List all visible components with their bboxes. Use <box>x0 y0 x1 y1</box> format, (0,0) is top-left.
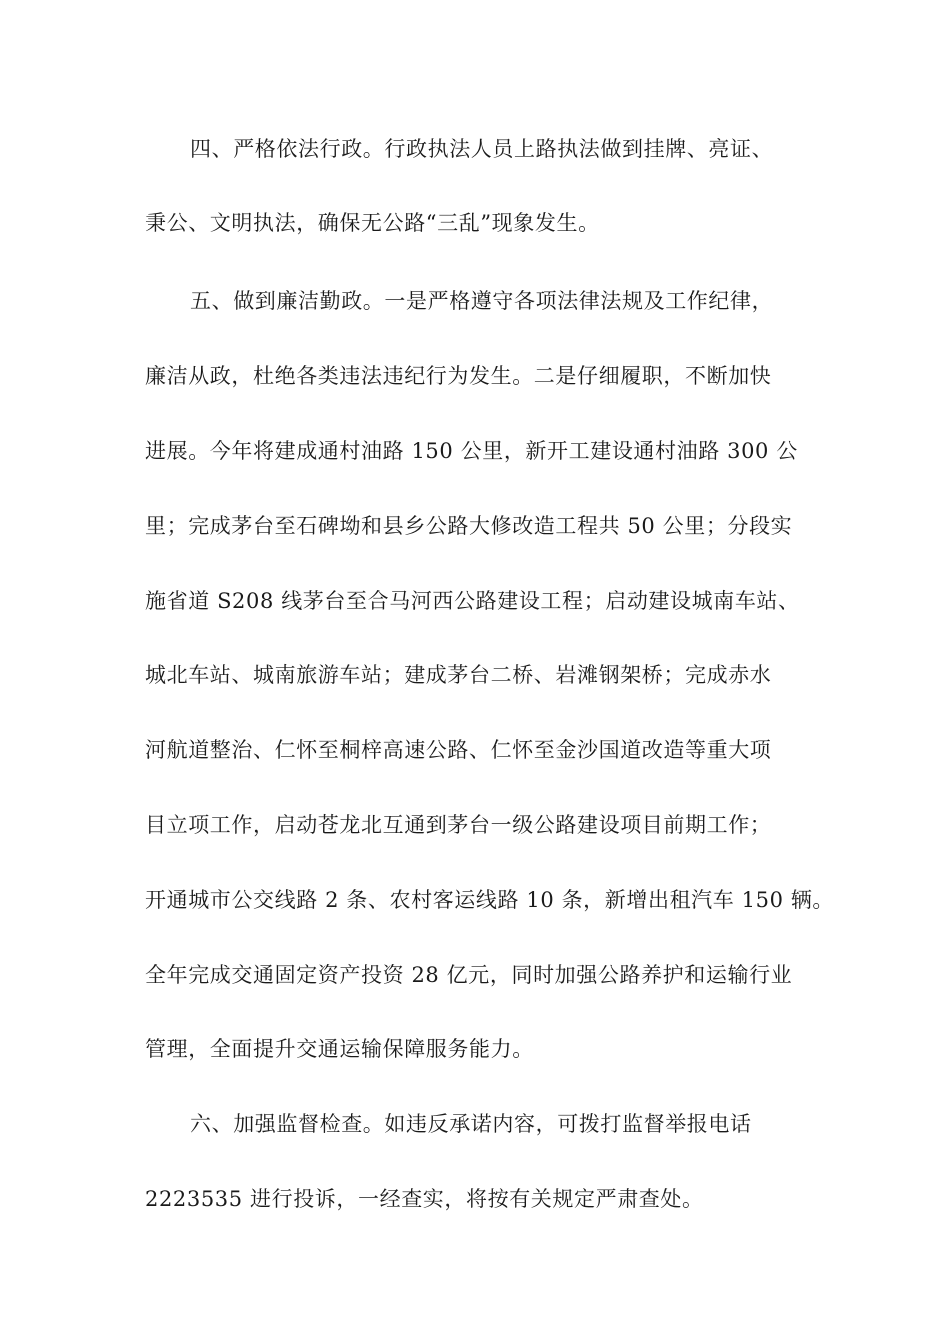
text-line: 开通城市公交线路 2 条、农村客运线路 10 条，新增出租汽车 150 辆。 <box>145 888 835 912</box>
text-line: 城北车站、城南旅游车站；建成茅台二桥、岩滩钢架桥；完成赤水 <box>145 663 772 687</box>
text-line: 2223535 进行投诉，一经查实，将按有关规定严肃查处。 <box>145 1187 704 1211</box>
text-line: 秉公、文明执法，确保无公路“三乱”现象发生。 <box>145 211 600 235</box>
text-line: 施省道 S208 线茅台至合马河西公路建设工程；启动建设城南车站、 <box>145 589 800 613</box>
text-line: 廉洁从政，杜绝各类违法违纪行为发生。二是仔细履职，不断加快 <box>145 364 772 388</box>
text-line: 目立项工作，启动苍龙北互通到茅台一级公路建设项目前期工作； <box>145 813 772 837</box>
text-line: 六、加强监督检查。如违反承诺内容，可拨打监督举报电话 <box>190 1112 752 1136</box>
text-line: 里；完成茅台至石碑坳和县乡公路大修改造工程共 50 公里；分段实 <box>145 514 793 538</box>
text-line: 五、做到廉洁勤政。一是严格遵守各项法律法规及工作纪律， <box>190 289 774 313</box>
text-line: 管理，全面提升交通运输保障服务能力。 <box>145 1037 534 1061</box>
text-line: 河航道整治、仁怀至桐梓高速公路、仁怀至金沙国道改造等重大项 <box>145 738 772 762</box>
text-line: 进展。今年将建成通村油路 150 公里，新开工建设通村油路 300 公 <box>145 439 798 463</box>
text-line: 全年完成交通固定资产投资 28 亿元，同时加强公路养护和运输行业 <box>145 963 793 987</box>
text-line: 四、严格依法行政。行政执法人员上路执法做到挂牌、亮证、 <box>190 137 774 161</box>
